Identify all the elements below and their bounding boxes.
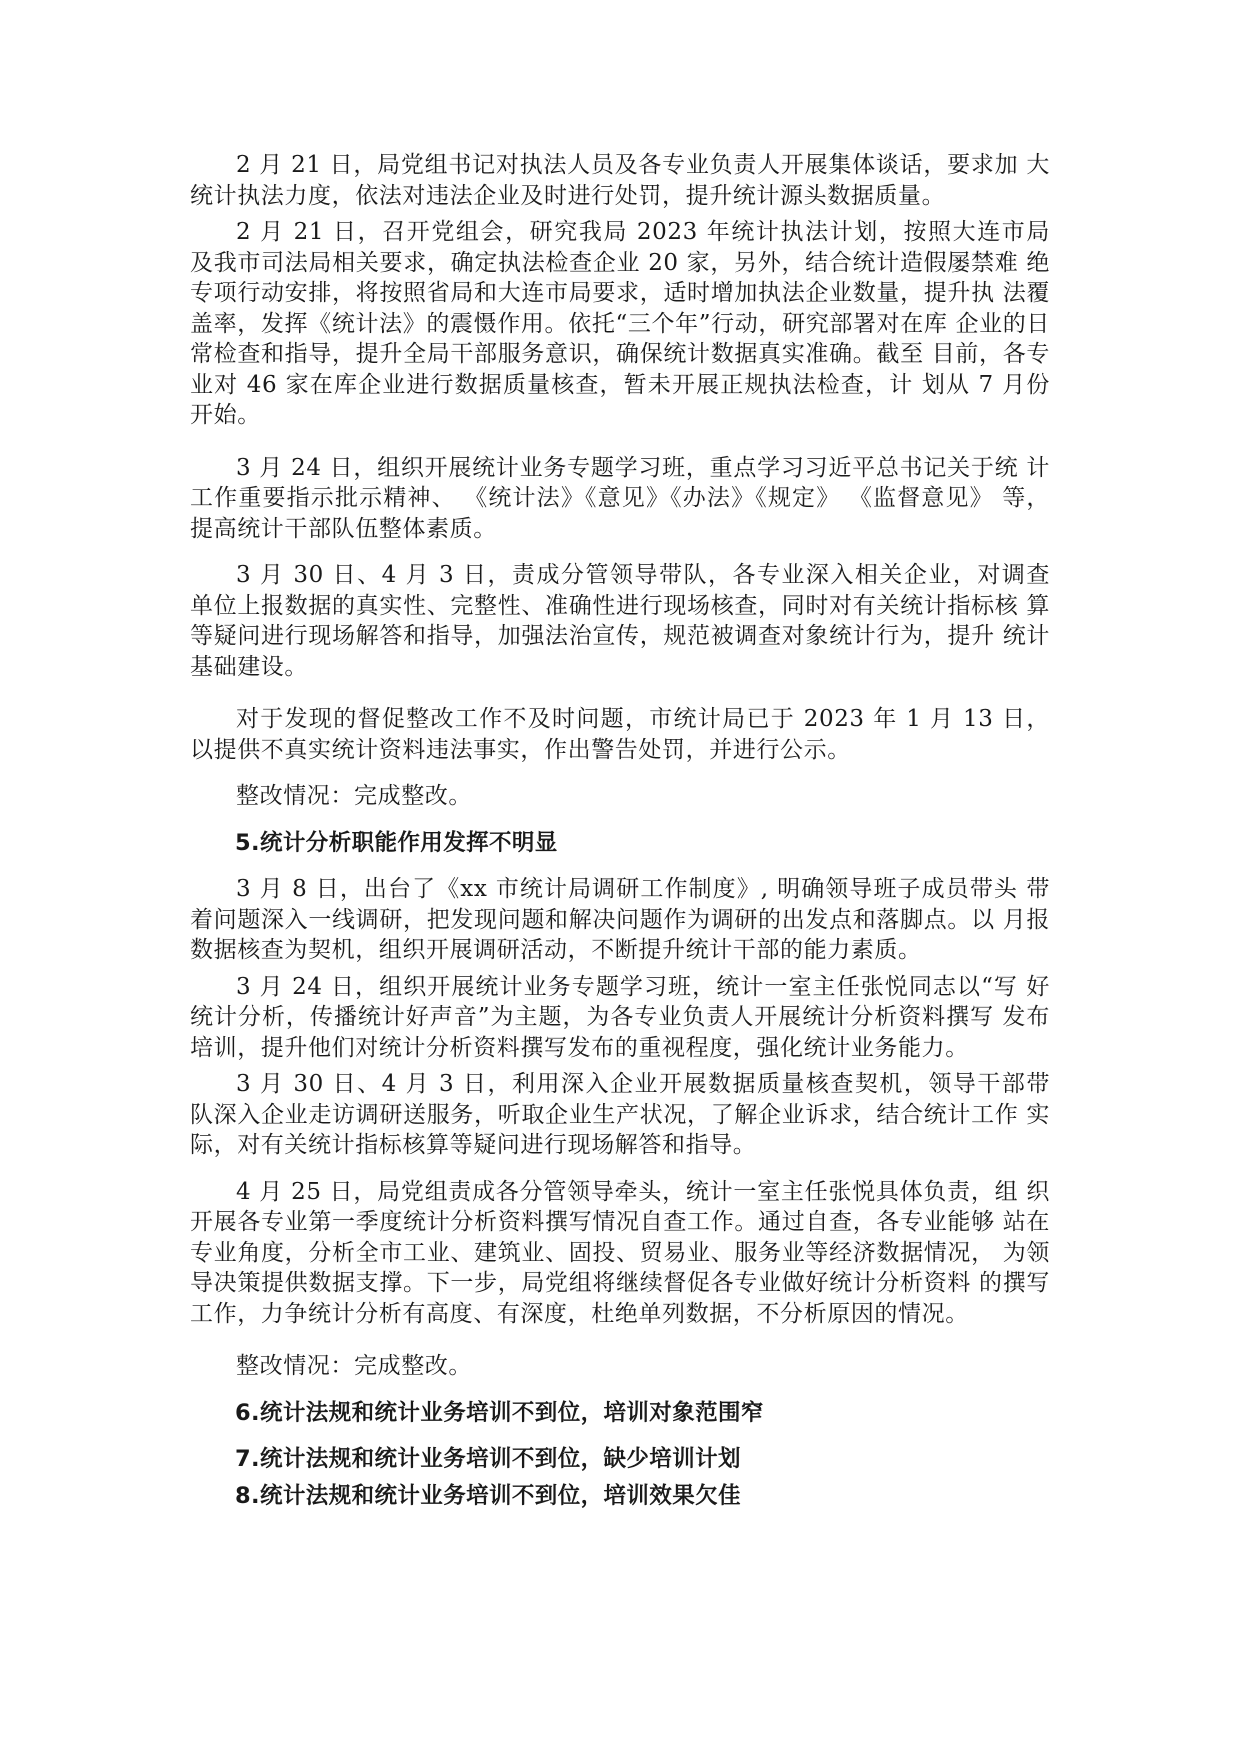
paragraph: 2 月 21 日，召开党组会，研究我局 2023 年统计执法计划，按照大连市局 及我市司法局相关要求，确定执法检查企业 20 家，另外，结合统计造假屡禁难 绝专项行动安排，将按照省局和大连市局要求，适时增加执法企业数量，提升执 法覆盖率，发挥《统计法》的震慑作用。依托“三个年”行动，研究部署对在库 企业的日常检查和指导，提升全局干部服务意识，确保统计数据真实准确。截至 目前，各专业对 46 家在库企业进行数据质量核查，暂未开展正规执法检查，计 划从 7 月份开始。 bbox=[190, 219, 1050, 428]
paragraph: 4 月 25 日，局党组责成各分管领导牵头，统计一室主任张悦具体负责，组 织开展各专业第一季度统计分析资料撰写情况自查工作。通过自查，各专业能够 站在专业角度，分析全市工业、建筑业、固投、贸易业、服务业等经济数据情况， 为领导决策提供数据支撑。下一步，局党组将继续督促各专业做好统计分析资料 的撰写工作，力争统计分析有高度、有深度，杜绝单列数据，不分析原因的情况。 bbox=[190, 1178, 1050, 1327]
paragraph: 3 月 24 日，组织开展统计业务专题学习班，重点学习习近平总书记关于统 计工作重要指示批示精神、 《统计法》《意见》《办法》《规定》 《监督意见》 等，提高统计干部队伍整体素质。 bbox=[190, 454, 1050, 542]
rectification-status: 整改情况：完成整改。 bbox=[236, 783, 472, 809]
paragraph: 2 月 21 日，局党组书记对执法人员及各专业负责人开展集体谈话，要求加 大统计执法力度，依法对违法企业及时进行处罚，提升统计源头数据质量。 bbox=[190, 152, 1050, 209]
section-heading-6: 6.统计法规和统计业务培训不到位，培训对象范围窄 bbox=[235, 1399, 764, 1426]
paragraph: 对于发现的督促整改工作不及时问题，市统计局已于 2023 年 1 月 13 日， 以提供不真实统计资料违法事实，作出警告处罚，并进行公示。 bbox=[190, 706, 1050, 763]
paragraph: 3 月 24 日，组织开展统计业务专题学习班，统计一室主任张悦同志以“写 好统计分析，传播统计好声音”为主题，为各专业负责人开展统计分析资料撰写 发布培训，提升他们对统计分析资料撰写发布的重视程度，强化统计业务能力。 bbox=[190, 973, 1050, 1061]
paragraph: 3 月 30 日、4 月 3 日，利用深入企业开展数据质量核查契机，领导干部带 队深入企业走访调研送服务，听取企业生产状况，了解企业诉求，结合统计工作 实际，对有关统计指标核算等疑问进行现场解答和指导。 bbox=[190, 1071, 1050, 1158]
section-heading-8: 8.统计法规和统计业务培训不到位，培训效果欠佳 bbox=[235, 1482, 741, 1509]
paragraph: 3 月 30 日、4 月 3 日，责成分管领导带队，各专业深入相关企业，对调查 单位上报数据的真实性、完整性、准确性进行现场核查，同时对有关统计指标核 算等疑问进行现场解答和指导，加强法治宣传，规范被调查对象统计行为，提升 统计基础建设。 bbox=[190, 562, 1050, 680]
section-heading-5: 5.统计分析职能作用发挥不明显 bbox=[235, 829, 558, 856]
paragraph: 3 月 8 日，出台了《xx 市统计局调研工作制度》, 明确领导班子成员带头 带着问题深入一线调研，把发现问题和解决问题作为调研的出发点和落脚点。以 月报数据核查为契机，组织开展调研活动，不断提升统计干部的能力素质。 bbox=[190, 876, 1050, 963]
section-heading-7: 7.统计法规和统计业务培训不到位，缺少培训计划 bbox=[235, 1446, 741, 1472]
document-body bbox=[190, 150, 1050, 1511]
rectification-status: 整改情况：完成整改。 bbox=[236, 1353, 472, 1379]
